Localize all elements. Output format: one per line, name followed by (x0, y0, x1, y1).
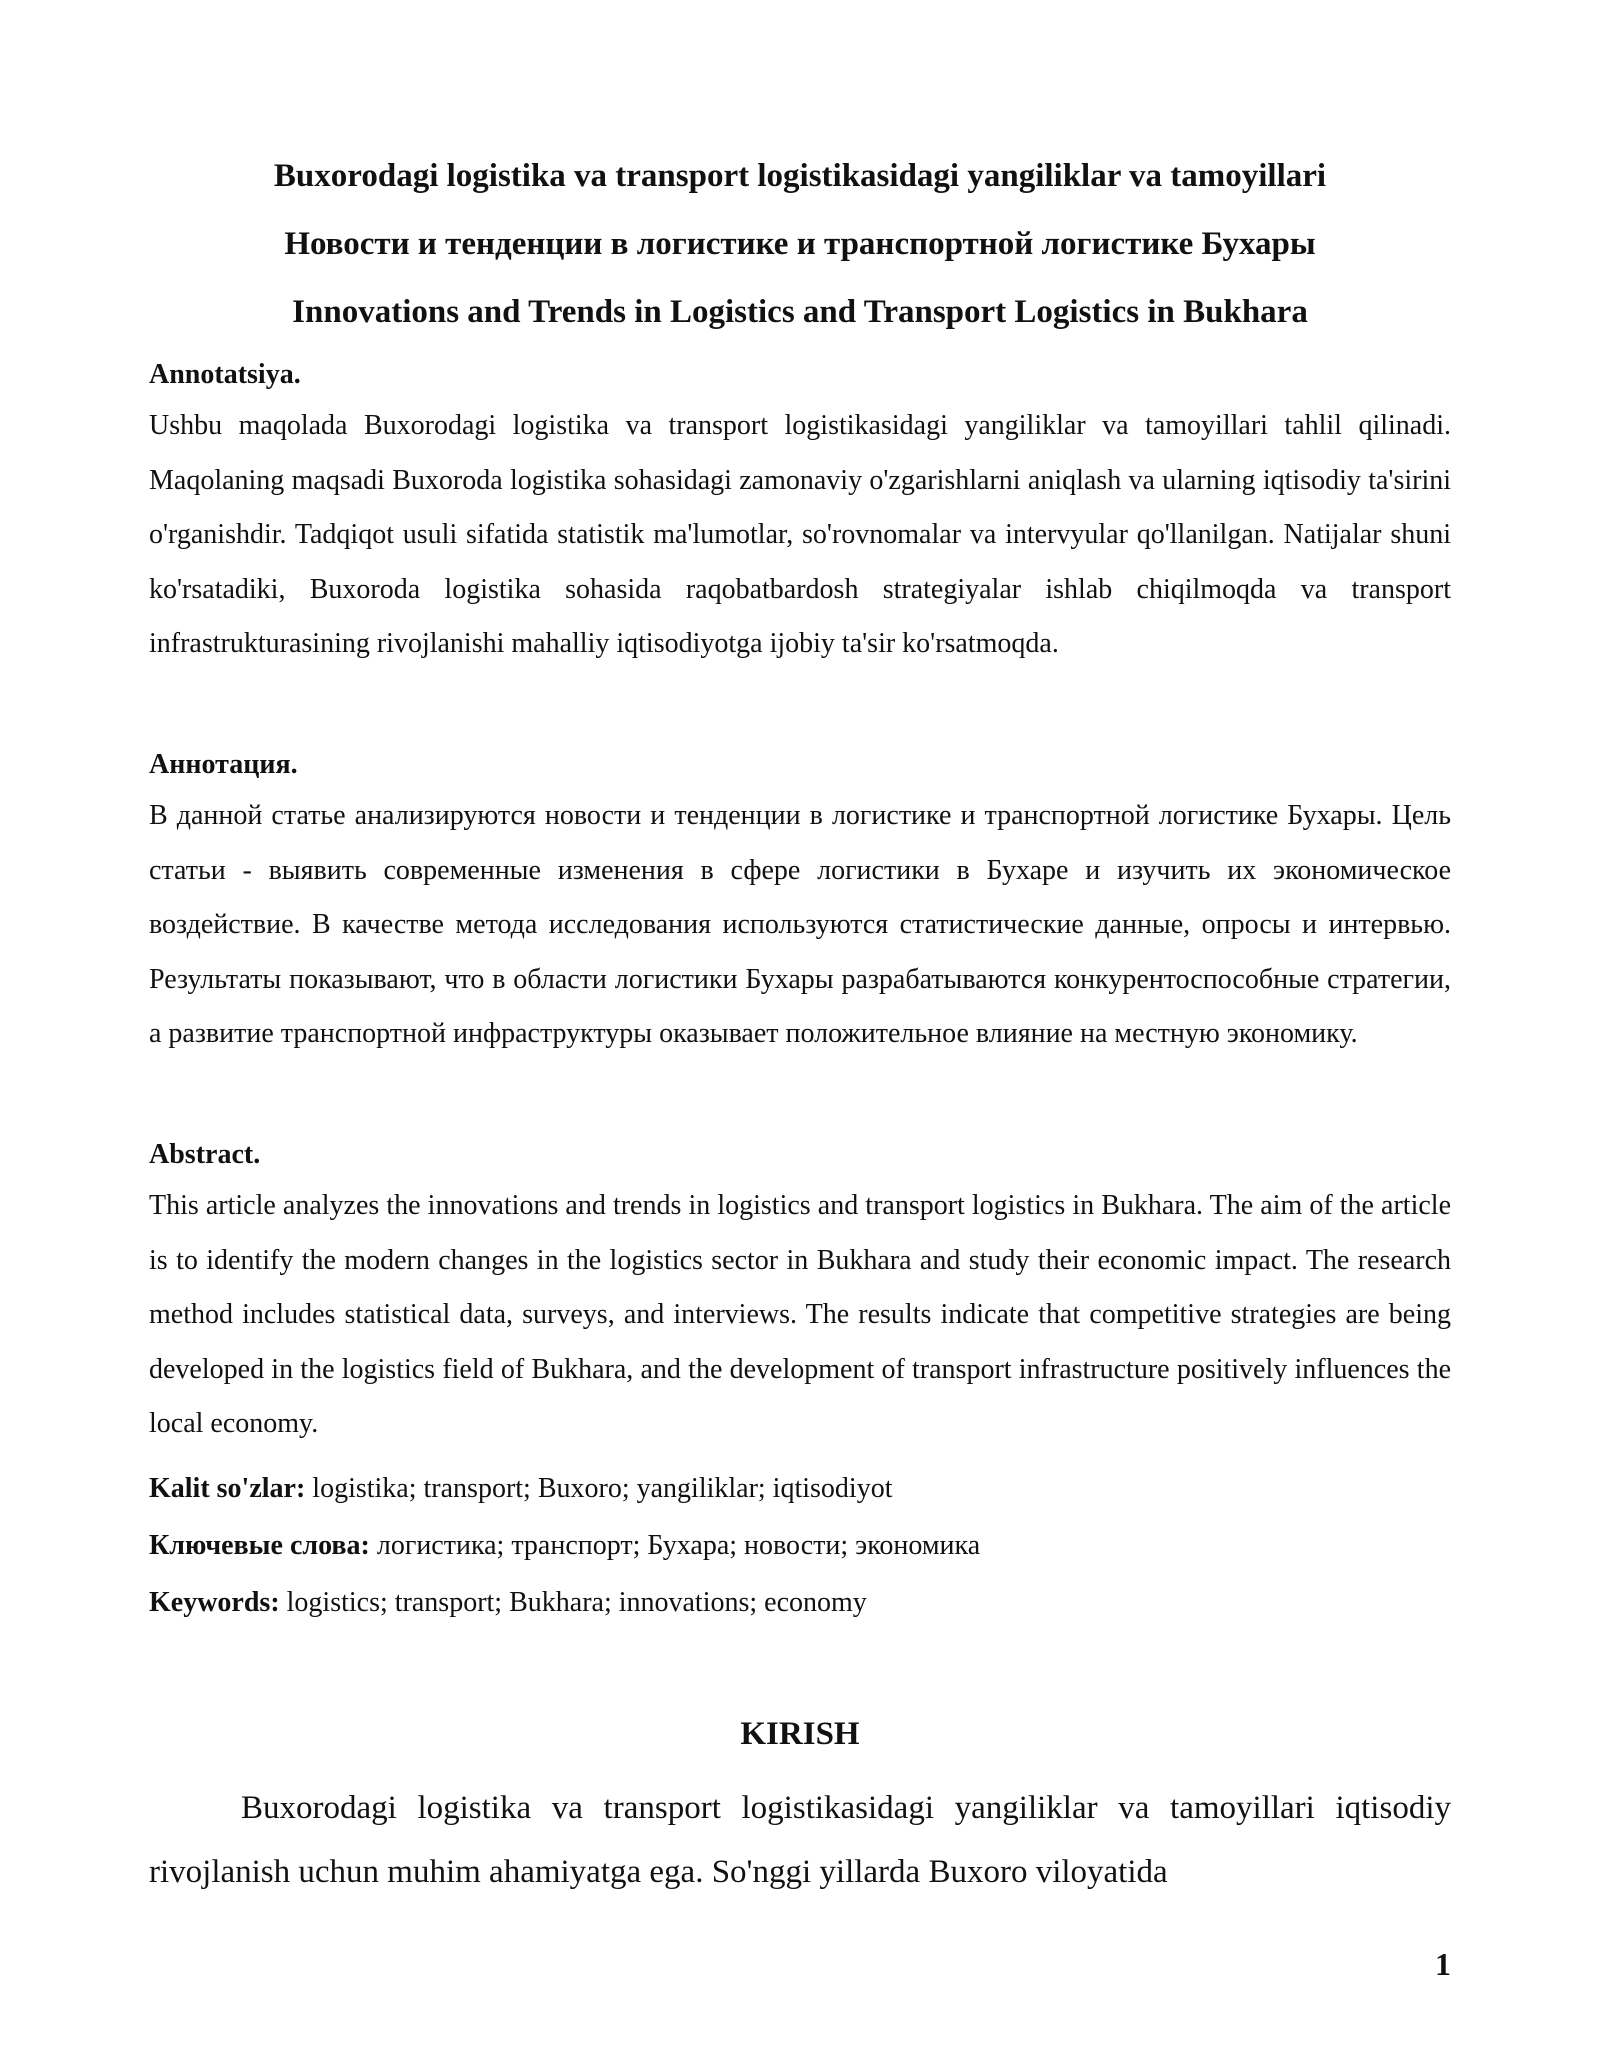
abstract-uz-heading: Annotatsiya. (149, 359, 301, 390)
title-en: Innovations and Trends in Logistics and Transport Logistics in Bukhara (292, 294, 1308, 330)
introduction-heading: KIRISH (740, 1716, 860, 1752)
abstract-en-text: This article analyzes the innovations and trends in logistics and transport logistics in Bukhara. The aim of the article is to identify the modern changes in the logistics sector in Bukhara and study their economic impact. The research method includes statistical data, surveys, and interviews. The results indicate that competitive strategies are being developed in the logistics field of Bukhara, and the development of transport infrastructure positively influences the local economy. (149, 1190, 1451, 1439)
abstract-uz-section (149, 355, 1451, 672)
abstract-en-heading: Abstract. (149, 1139, 261, 1170)
keywords-uz-value: logistika; transport; Buxoro; yangiliklar; iqtisodiyot (305, 1473, 893, 1504)
abstract-ru-text: В данной статье анализируются новости и тенденции в логистике и транспортной логистике Бухары. Цель статьи - выявить современные изменения в сфере логистики в Бухаре и изучить их экономическое воздействие. В качестве метода исследования используются статистические данные, опросы и интервью. Результаты показывают, что в области логистики Бухары разрабатываются конкурентоспособные стратегии, а развитие транспортной инфраструктуры оказывает положительное влияние на местную экономику. (149, 800, 1451, 1049)
title-ru: Новости и тенденции в логистике и транспортной логистике Бухары (284, 226, 1316, 262)
keywords-ru (149, 1526, 1451, 1566)
document-page (149, 0, 1451, 2070)
abstract-ru-section (149, 745, 1451, 1062)
abstract-en-section (149, 1135, 1451, 1452)
page-number: 1 (1435, 1946, 1451, 1982)
introduction-text: Buxorodagi logistika va transport logistikasidagi yangiliklar va tamoyillari iqtisodiy rivojlanish uchun muhim ahamiyatga ega. So'nggi yillarda Buxoro viloyatida (149, 1790, 1451, 1890)
keywords-en (149, 1583, 1451, 1623)
keywords-uz (149, 1469, 1451, 1509)
title-uz: Buxorodagi logistika va transport logistikasidagi yangiliklar va tamoyillari (273, 158, 1327, 194)
abstract-uz-text: Ushbu maqolada Buxorodagi logistika va transport logistikasidagi yangiliklar va tamoyillari tahlil qilinadi. Maqolaning maqsadi Buxoroda logistika sohasidagi zamonaviy o'zgarishlarni aniqlash va ularning iqtisodiy ta'sirini o'rganishdir. Tadqiqot usuli sifatida statistik ma'lumotlar, so'rovnomalar va intervyular qo'llanilgan. Natijalar shuni ko'rsatadiki, Buxoroda logistika sohasida raqobatbardosh strategiyalar ishlab chiqilmoqda va transport infrastrukturasining rivojlanishi mahalliy iqtisodiyotga ijobiy ta'sir ko'rsatmoqda. (149, 410, 1451, 659)
keywords-ru-label: Ключевые слова: (149, 1530, 370, 1561)
keywords-section (149, 1469, 1451, 1623)
title-block (149, 142, 1451, 346)
keywords-en-label: Keywords: (149, 1587, 280, 1618)
keywords-en-value: logistics; transport; Bukhara; innovations; economy (279, 1587, 867, 1618)
abstract-ru-heading: Аннотация. (149, 749, 298, 780)
keywords-ru-value: логистика; транспорт; Бухара; новости; экономика (369, 1530, 981, 1561)
keywords-uz-label: Kalit so'zlar: (149, 1473, 306, 1504)
